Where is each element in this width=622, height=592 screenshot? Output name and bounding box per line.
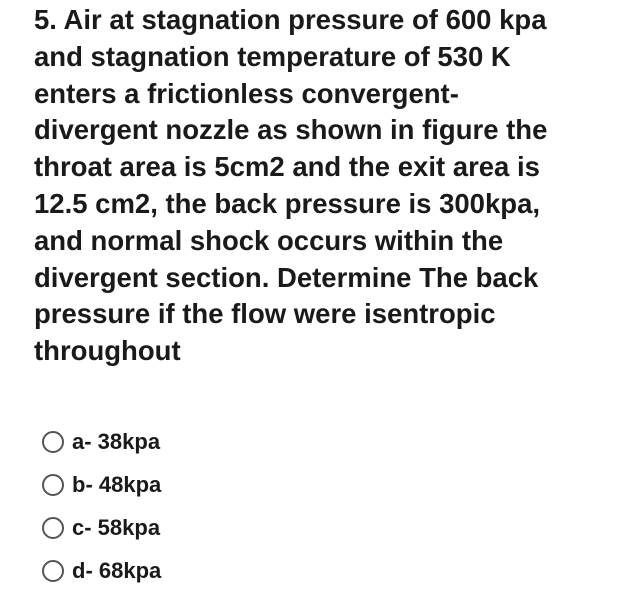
option-a[interactable] [42,420,161,463]
option-d[interactable] [42,549,161,592]
radio-button-c[interactable] [42,517,64,539]
question-line: and stagnation temperature of 530 K [34,40,511,72]
option-c[interactable] [42,506,161,549]
radio-button-b[interactable] [42,474,64,496]
option-b[interactable] [42,463,161,506]
question-line: throughout [34,335,181,367]
question-text [34,2,620,370]
question-line: throat area is 5cm2 and the exit area is [34,151,540,183]
question-line: divergent section. Determine The back [34,261,539,293]
question-line: and normal shock occurs within the [34,224,504,256]
question-line: pressure if the flow were isentropic [34,298,496,330]
question-line: divergent nozzle as shown in figure the [34,114,548,146]
question-line: 12.5 cm2, the back pressure is 300kpa, [34,187,540,219]
option-d-label: d- 68kpa [72,557,162,583]
option-a-label: a- 38kpa [72,428,161,454]
question-line: 5. Air at stagnation pressure of 600 kpa [34,4,547,35]
option-b-label: b- 48kpa [72,471,162,497]
answer-options [42,420,161,592]
question-line: enters a frictionless convergent- [34,77,459,109]
radio-button-d[interactable] [42,560,64,582]
option-c-label: c- 58kpa [72,514,161,540]
radio-button-a[interactable] [42,431,64,453]
